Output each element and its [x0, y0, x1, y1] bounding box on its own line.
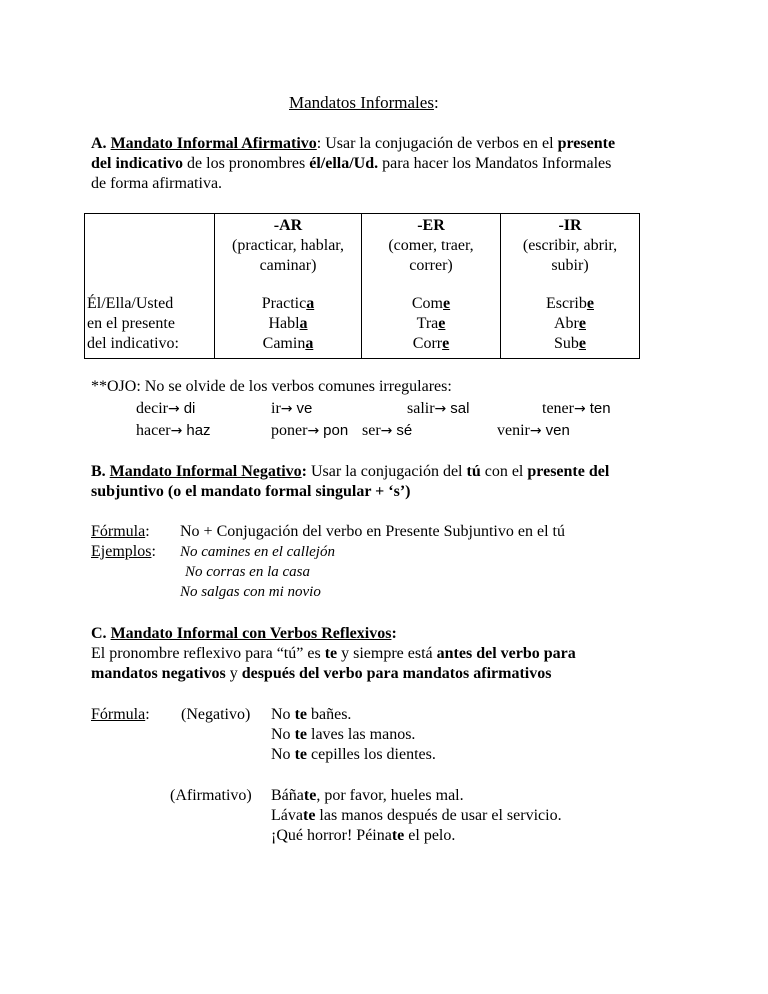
column-ar: [215, 214, 362, 359]
negative-label: (Negativo): [181, 706, 251, 723]
column-ir: [501, 214, 640, 359]
column-header: -ER: [417, 217, 445, 234]
irregular-verb: ir→ ve: [271, 400, 313, 417]
arrow-right-icon: →: [380, 423, 393, 439]
examples-label: Ejemplos:: [91, 543, 156, 560]
row-label-cell: [85, 214, 215, 359]
conjugation-table: [84, 213, 640, 359]
row-label: del indicativo:: [87, 335, 179, 352]
column-examples: caminar): [259, 257, 317, 274]
formula-text: No + Conjugación del verbo en Presente Subjuntivo en el tú: [180, 523, 565, 540]
negative-example: No te laves las manos.: [271, 726, 416, 743]
verb-form: Come: [411, 295, 451, 312]
section-b-line-1: B. Mandato Informal Negativo: Usar la conjugación del tú con el presente del: [91, 463, 610, 480]
column-examples: subir): [551, 257, 589, 274]
arrow-right-icon: →: [434, 401, 447, 417]
section-b-heading: Mandato Informal Negativo: [109, 463, 302, 480]
column-examples: correr): [409, 257, 453, 274]
column-examples: (practicar, hablar,: [232, 237, 344, 254]
section-a-line-1: A. Mandato Informal Afirmativo: Usar la conjugación de verbos en el presente: [91, 135, 616, 152]
arrow-right-icon: →: [529, 423, 542, 439]
affirmative-example: Báñate, por favor, hueles mal.: [271, 787, 464, 804]
verb-form: Corre: [412, 335, 450, 352]
column-er: [362, 214, 501, 359]
arrow-right-icon: →: [167, 401, 180, 417]
section-a-line-3: de forma afirmativa.: [91, 175, 223, 192]
negative-example: No te bañes.: [271, 706, 352, 723]
example-sentence: No salgas con mi novio: [180, 584, 321, 600]
negative-example: No te cepilles los dientes.: [271, 746, 436, 763]
verb-form: Escribe: [546, 295, 594, 312]
column-header: -IR: [558, 217, 582, 234]
verb-form: Habla: [268, 315, 308, 332]
verb-form: Abre: [554, 315, 586, 332]
arrow-right-icon: →: [307, 423, 320, 439]
irregular-verb: tener→ ten: [542, 400, 611, 417]
irregular-verb: hacer→ haz: [136, 422, 211, 439]
example-sentence: No camines en el callejón: [180, 544, 335, 560]
section-c-line-3: mandatos negativos y después del verbo para mandatos afirmativos: [91, 665, 552, 682]
affirmative-example: Lávate las manos después de usar el servicio.: [271, 807, 562, 824]
verb-form: Practica: [261, 295, 315, 312]
arrow-right-icon: →: [280, 401, 293, 417]
verb-form: Camina: [262, 335, 314, 352]
verb-form: Trae: [416, 315, 446, 332]
section-b-line-2: subjuntivo (o el mandato formal singular + ‘s’): [91, 483, 411, 500]
section-a-line-2: del indicativo de los pronombres él/ella/Ud. para hacer los Mandatos Informales: [91, 155, 612, 172]
section-a-heading: Mandato Informal Afirmativo: [110, 135, 317, 152]
irregular-verb: venir→ ven: [497, 422, 570, 439]
row-label: en el presente: [87, 315, 175, 332]
irregular-verb: decir→ di: [136, 400, 196, 417]
section-c-line-2: El pronombre reflexivo para “tú” es te y siempre está antes del verbo para: [91, 645, 576, 662]
column-examples: (escribir, abrir,: [522, 237, 618, 254]
verb-form: Sube: [553, 335, 586, 352]
irregular-verb: ser→ sé: [362, 422, 413, 439]
page-title: Mandatos Informales:: [289, 93, 439, 112]
example-sentence: No corras en la casa: [185, 564, 310, 580]
arrow-right-icon: →: [573, 401, 586, 417]
formula-label: Fórmula:: [91, 706, 150, 723]
row-label: Él/Ella/Usted: [87, 295, 174, 312]
irregular-verb: salir→ sal: [407, 400, 470, 417]
column-header: -AR: [273, 217, 303, 234]
affirmative-label: (Afirmativo): [170, 787, 252, 804]
formula-label: Fórmula:: [91, 523, 150, 540]
column-examples: (comer, traer,: [388, 237, 474, 254]
section-c-line-1: C. Mandato Informal con Verbos Reflexivos:: [91, 625, 397, 642]
section-c-heading: Mandato Informal con Verbos Reflexivos: [110, 625, 392, 642]
ojo-note: **OJO: No se olvide de los verbos comunes irregulares:: [91, 378, 452, 395]
affirmative-example: ¡Qué horror! Péinate el pelo.: [271, 827, 456, 844]
arrow-right-icon: →: [170, 423, 183, 439]
irregular-verb: poner→ pon: [271, 422, 349, 439]
